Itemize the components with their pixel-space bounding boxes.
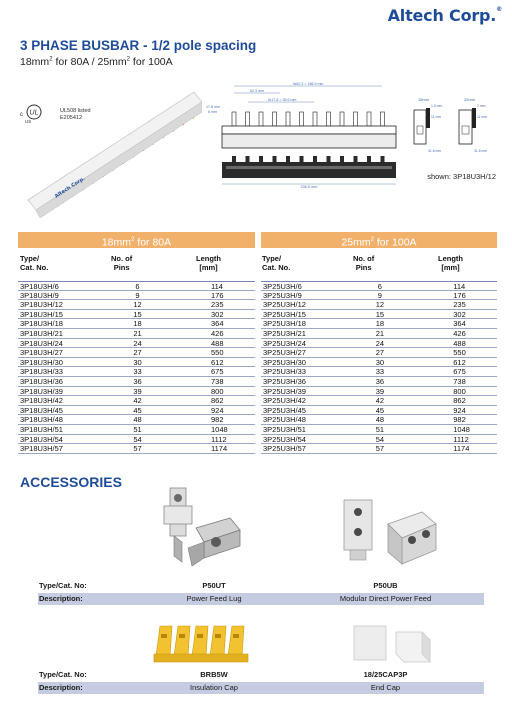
busbar-product-image xyxy=(26,90,202,230)
svg-text:6 mm: 6 mm xyxy=(208,110,217,114)
busbar-table-18mm xyxy=(18,281,255,454)
pins-cell: 48 xyxy=(375,415,385,425)
svg-text:236.5 mm: 236.5 mm xyxy=(300,185,318,189)
busbar-technical-drawing xyxy=(204,80,404,190)
length-cell: 1112 xyxy=(453,434,469,444)
length-cell: 800 xyxy=(211,386,224,396)
pins-cell: 6 xyxy=(377,282,382,291)
pins-cell: 30 xyxy=(133,357,142,367)
drawing-tooth xyxy=(286,156,290,162)
drawing-pin xyxy=(354,112,358,126)
pins-cell: 36 xyxy=(375,376,385,386)
insulation-cap-piece xyxy=(174,626,190,656)
drawing-tooth xyxy=(327,156,331,162)
cat-no-cell: 3P25U3H/9 xyxy=(263,290,302,300)
table-row xyxy=(261,319,497,329)
cat-no-cell: 3P25U3H/42 xyxy=(263,396,306,406)
table-row xyxy=(261,310,497,320)
drawing-pin xyxy=(381,112,385,126)
accessory-description-row: Description: Insulation Cap End Cap xyxy=(38,682,484,694)
cat-no-cell: 3P25U3H/57 xyxy=(263,444,306,454)
cat-no-cell: 3P18U3H/51 xyxy=(20,424,63,434)
length-cell: 488 xyxy=(211,338,224,348)
length-cell: 675 xyxy=(211,367,224,377)
table-row xyxy=(18,435,255,445)
svg-text:31.6 mm: 31.6 mm xyxy=(428,149,442,153)
length-cell: 550 xyxy=(211,348,224,358)
length-cell: 1048 xyxy=(453,424,470,434)
table-row xyxy=(261,281,497,291)
cat-no-cell: 3P25U3H/51 xyxy=(263,424,306,434)
cat-no-cell: 3P25U3H/15 xyxy=(263,309,306,319)
pins-cell: 21 xyxy=(133,328,142,338)
cat-no-cell: 3P25U3H/54 xyxy=(263,434,306,444)
altech-logo: Altech Corp.® xyxy=(387,6,502,25)
table-row xyxy=(261,406,497,416)
cat-no-cell: 3P18U3H/42 xyxy=(20,396,63,406)
pins-cell: 51 xyxy=(133,424,142,434)
cat-no-cell: 3P18U3H/9 xyxy=(20,290,59,300)
pins-cell: 42 xyxy=(375,396,385,406)
table-row xyxy=(18,444,255,454)
pins-cell: 24 xyxy=(133,338,142,348)
svg-text:17.8 mm: 17.8 mm xyxy=(206,105,220,109)
pins-cell: 57 xyxy=(375,444,385,454)
length-cell: 364 xyxy=(211,319,224,329)
cat-no-cell: 3P18U3H/21 xyxy=(20,328,63,338)
table-row xyxy=(261,291,497,301)
accessories-heading: ACCESSORIES xyxy=(20,474,122,490)
pins-cell: 12 xyxy=(133,300,142,310)
drawing-pin xyxy=(232,112,236,126)
drawing-pin xyxy=(367,112,371,126)
length-cell: 1174 xyxy=(453,444,470,454)
cat-no-cell: 3P25U3H/27 xyxy=(263,348,306,358)
table-row xyxy=(18,319,255,329)
svg-text:US: US xyxy=(25,119,32,124)
table-row xyxy=(18,396,255,406)
table-row xyxy=(18,310,255,320)
insulation-cap-piece xyxy=(210,626,226,656)
length-cell: 176 xyxy=(453,290,466,300)
svg-text:31.6 mm: 31.6 mm xyxy=(474,149,488,153)
insulation-cap-piece xyxy=(192,626,208,656)
length-cell: 114 xyxy=(453,282,466,291)
cat-no-cell: 3P25U3H/12 xyxy=(263,300,306,310)
length-cell: 612 xyxy=(453,357,466,367)
drawing-tooth xyxy=(367,156,371,162)
cat-no-cell: 3P18U3H/39 xyxy=(20,386,63,396)
svg-text:18mm: 18mm xyxy=(418,97,430,102)
pins-cell: 39 xyxy=(375,386,385,396)
length-cell: 862 xyxy=(211,396,224,406)
cat-no-cell: 3P18U3H/15 xyxy=(20,309,63,319)
svg-text:3x62.3 = 186.9 mm: 3x62.3 = 186.9 mm xyxy=(292,82,324,86)
table-row xyxy=(18,406,255,416)
length-cell: 800 xyxy=(453,386,466,396)
cat-no-cell: 3P25U3H/21 xyxy=(263,328,306,338)
cat-no-cell: 3P25U3H/33 xyxy=(263,367,306,377)
svg-text:62.3 mm: 62.3 mm xyxy=(250,89,264,93)
length-cell: 302 xyxy=(211,309,224,319)
table-row xyxy=(261,348,497,358)
length-cell: 550 xyxy=(453,348,466,358)
table-header-25mm: $25mm^2$ for 100A xyxy=(261,232,497,248)
table-row xyxy=(18,367,255,377)
pins-cell: 54 xyxy=(133,434,142,444)
length-cell: 924 xyxy=(453,405,466,415)
busbar-cross-section-drawings xyxy=(412,96,500,158)
pins-cell: 21 xyxy=(375,328,385,338)
drawing-tooth xyxy=(313,156,317,162)
length-cell: 862 xyxy=(453,396,466,406)
cat-no-cell: 3P25U3H/36 xyxy=(263,376,306,386)
table-row xyxy=(261,329,497,339)
table-row xyxy=(18,425,255,435)
cat-no-cell: 3P25U3H/39 xyxy=(263,386,306,396)
shown-caption: shown: 3P18U3H/12 xyxy=(427,172,496,181)
table-row xyxy=(261,387,497,397)
length-cell: 738 xyxy=(453,376,466,386)
cat-no-cell: 3P18U3H/54 xyxy=(20,434,63,444)
pins-cell: 54 xyxy=(375,434,385,444)
pins-cell: 30 xyxy=(375,357,385,367)
ul-listing-text: UL508 listed E205412 xyxy=(60,108,91,121)
page-title: 3 PHASE BUSBAR - 1/2 pole spacing xyxy=(20,38,257,53)
drawing-pin xyxy=(246,112,250,126)
length-cell: 982 xyxy=(453,415,466,425)
svg-text:11 mm: 11 mm xyxy=(477,115,488,119)
table-row xyxy=(18,387,255,397)
insulation-cap-piece xyxy=(156,626,172,656)
cat-no-cell: 3P18U3H/24 xyxy=(20,338,63,348)
length-cell: 364 xyxy=(453,319,466,329)
pins-cell: 36 xyxy=(133,376,142,386)
end-cap-image xyxy=(348,622,436,666)
pins-cell: 9 xyxy=(377,290,382,300)
table-row xyxy=(261,300,497,310)
pins-cell: 42 xyxy=(133,396,142,406)
pins-cell: 18 xyxy=(133,319,142,329)
svg-text:25mm: 25mm xyxy=(464,97,476,102)
drawing-pin xyxy=(340,112,344,126)
insulation-cap-image xyxy=(150,620,254,666)
col-head-pins: No. of Pins xyxy=(111,254,133,272)
cat-no-cell: 3P25U3H/45 xyxy=(263,405,306,415)
drawing-pin xyxy=(313,112,317,126)
pins-cell: 6 xyxy=(135,282,140,291)
insulation-cap-piece xyxy=(228,626,244,656)
svg-text:1.5 mm: 1.5 mm xyxy=(431,104,443,108)
drawing-pin xyxy=(286,112,290,126)
cat-no-cell: 3P18U3H/33 xyxy=(20,367,63,377)
drawing-tooth xyxy=(300,156,304,162)
length-cell: 176 xyxy=(211,290,224,300)
length-cell: 235 xyxy=(211,300,224,310)
cat-no-cell: 3P18U3H/30 xyxy=(20,357,63,367)
pins-cell: 27 xyxy=(375,348,385,358)
cat-no-cell: 3P18U3H/12 xyxy=(20,300,63,310)
svg-text:11 mm: 11 mm xyxy=(431,115,442,119)
cat-no-cell: 3P18U3H/6 xyxy=(20,282,59,291)
col-head-length: Length [mm] xyxy=(196,254,221,272)
col-head-type: Type/ Cat. No. xyxy=(262,254,291,272)
drawing-tooth xyxy=(273,156,277,162)
page-subtitle: $18mm^2$ for $80A / 25mm^2$ for 100A xyxy=(20,56,173,68)
length-cell: 1112 xyxy=(211,434,227,444)
table-header-18mm: $18mm^2$ for 80A xyxy=(18,232,255,248)
table-row xyxy=(261,339,497,349)
drawing-pin xyxy=(259,112,263,126)
length-cell: 235 xyxy=(453,300,466,310)
length-cell: 982 xyxy=(211,415,224,425)
accessory-type-row: Type/Cat. No: BRB5W 18/25CAP3P xyxy=(39,670,408,679)
table-row xyxy=(18,329,255,339)
cat-no-cell: 3P18U3H/45 xyxy=(20,405,63,415)
cat-no-cell: 3P25U3H/48 xyxy=(263,415,306,425)
pins-cell: 51 xyxy=(375,424,385,434)
pins-cell: 24 xyxy=(375,338,385,348)
table-row xyxy=(261,425,497,435)
table-row xyxy=(261,444,497,454)
pins-cell: 27 xyxy=(133,348,142,358)
drawing-pin xyxy=(300,112,304,126)
drawing-tooth xyxy=(232,156,236,162)
table-row xyxy=(18,291,255,301)
modular-power-feed-image xyxy=(340,496,438,572)
col-head-type: Type/ Cat. No. xyxy=(20,254,49,272)
drawing-tooth xyxy=(246,156,250,162)
cat-no-cell: 3P25U3H/24 xyxy=(263,338,306,348)
length-cell: 1048 xyxy=(211,424,228,434)
svg-text:Altech Corp.: Altech Corp. xyxy=(53,175,87,200)
busbar-table-25mm xyxy=(261,281,497,454)
cat-no-cell: 3P25U3H/6 xyxy=(263,282,302,291)
table-row xyxy=(18,300,255,310)
length-cell: 426 xyxy=(453,328,466,338)
pins-cell: 45 xyxy=(133,405,142,415)
col-head-pins: No. of Pins xyxy=(353,254,375,272)
drawing-tooth xyxy=(340,156,344,162)
pins-cell: 57 xyxy=(133,444,142,454)
table-row xyxy=(261,435,497,445)
cat-no-cell: 3P18U3H/27 xyxy=(20,348,63,358)
cat-no-cell: 3P18U3H/57 xyxy=(20,444,63,454)
cat-no-cell: 3P18U3H/48 xyxy=(20,415,63,425)
accessory-description-row: Description: Power Feed Lug Modular Direct Power Feed xyxy=(38,593,484,605)
table-row xyxy=(261,396,497,406)
col-head-length: Length [mm] xyxy=(438,254,463,272)
drawing-tooth xyxy=(354,156,358,162)
length-cell: 302 xyxy=(453,309,466,319)
table-row xyxy=(18,339,255,349)
table-row xyxy=(18,358,255,368)
pins-cell: 15 xyxy=(133,309,142,319)
power-feed-lug-image xyxy=(152,484,244,572)
pins-cell: 12 xyxy=(375,300,385,310)
table-row xyxy=(261,415,497,425)
pins-cell: 33 xyxy=(133,367,142,377)
length-cell: 426 xyxy=(211,328,224,338)
drawing-pin xyxy=(273,112,277,126)
cat-no-cell: 3P25U3H/18 xyxy=(263,319,306,329)
pins-cell: 18 xyxy=(375,319,385,329)
drawing-tooth xyxy=(381,156,385,162)
pins-cell: 45 xyxy=(375,405,385,415)
table-row xyxy=(18,281,255,291)
length-cell: 612 xyxy=(211,357,224,367)
table-row xyxy=(18,377,255,387)
pins-cell: 39 xyxy=(133,386,142,396)
cat-no-cell: 3P25U3H/30 xyxy=(263,357,306,367)
length-cell: 738 xyxy=(211,376,224,386)
accessory-type-row: Type/Cat. No: P50UT P50UB xyxy=(39,581,398,590)
table-row xyxy=(18,415,255,425)
svg-text:2x17.8 = 35.6 mm: 2x17.8 = 35.6 mm xyxy=(267,98,297,102)
drawing-pin xyxy=(327,112,331,126)
cat-no-cell: 3P18U3H/36 xyxy=(20,376,63,386)
table-row xyxy=(261,367,497,377)
table-row xyxy=(261,377,497,387)
svg-text:c: c xyxy=(20,112,23,118)
length-cell: 114 xyxy=(211,282,223,291)
drawing-tooth xyxy=(259,156,263,162)
svg-text:UL: UL xyxy=(29,109,39,117)
pins-cell: 48 xyxy=(133,415,142,425)
table-row xyxy=(261,358,497,368)
pins-cell: 9 xyxy=(135,290,140,300)
pins-cell: 33 xyxy=(375,367,385,377)
table-row xyxy=(18,348,255,358)
length-cell: 675 xyxy=(453,367,466,377)
length-cell: 1174 xyxy=(211,444,228,454)
cat-no-cell: 3P18U3H/18 xyxy=(20,319,63,329)
length-cell: 488 xyxy=(453,338,466,348)
pins-cell: 15 xyxy=(375,309,385,319)
length-cell: 924 xyxy=(211,405,224,415)
svg-text:2 mm: 2 mm xyxy=(477,104,486,108)
